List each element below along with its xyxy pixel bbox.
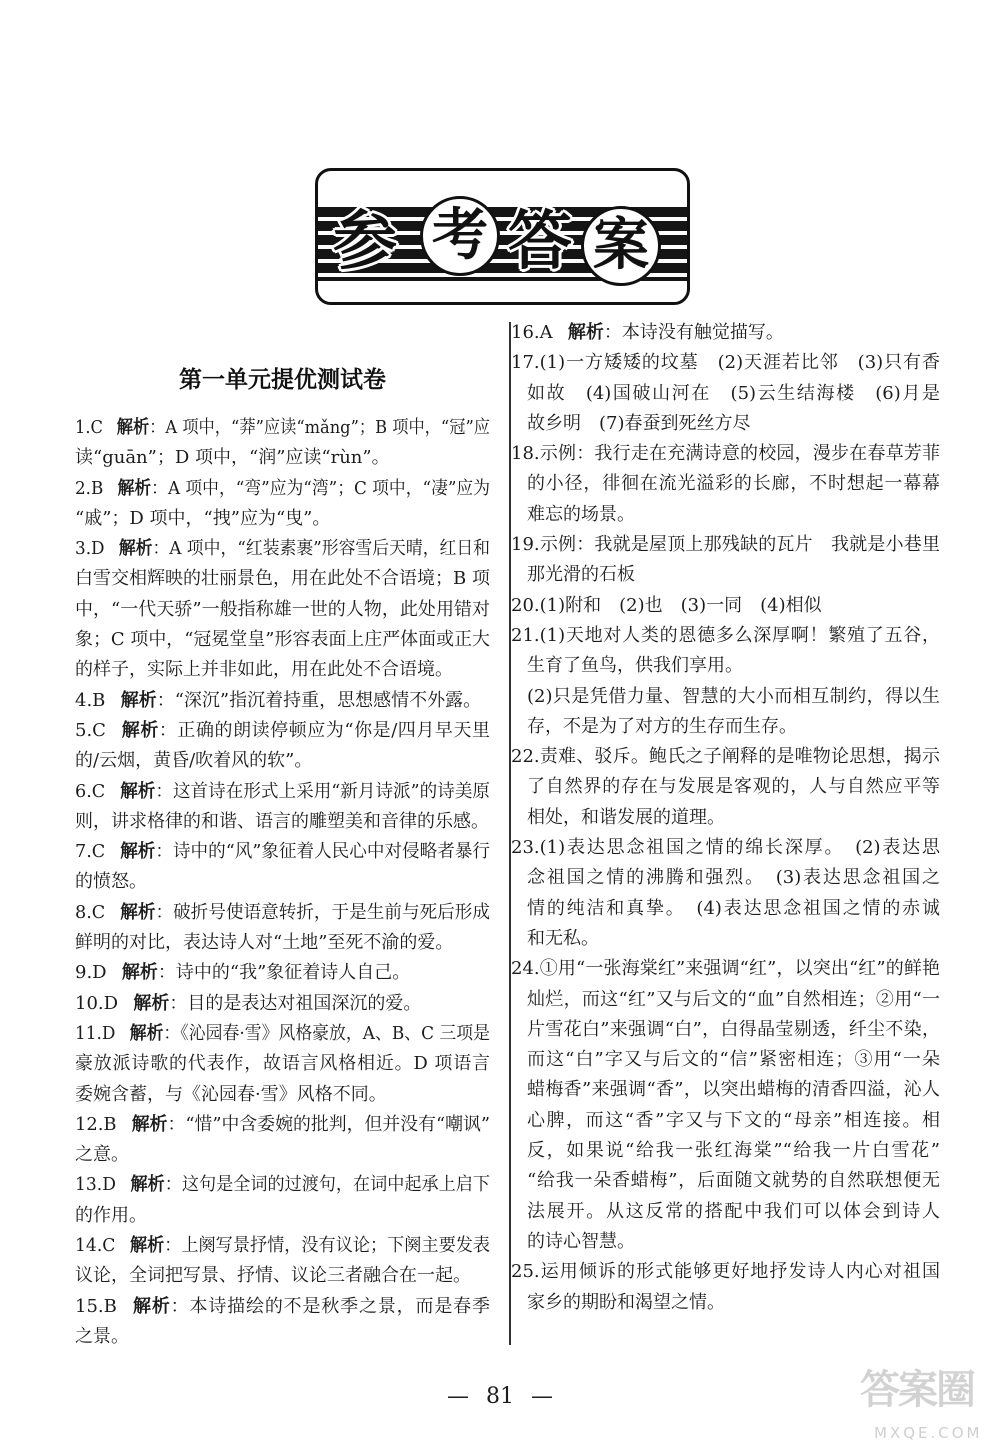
answer-text: 鲜明的对比，表达诗人对“土地”至死不渝的爱。 <box>75 932 454 954</box>
answer-line <box>511 1106 940 1136</box>
answer-text: ：上阕写景抒情，没有议论；下阕主要发表 <box>164 1235 490 1257</box>
answer-number: 6.C <box>75 780 106 802</box>
answer-text: 的愤怒。 <box>75 871 147 893</box>
answer-text: ：“惜”中含委婉的批判，但并没有“嘲讽” <box>167 1113 491 1135</box>
answer-item <box>511 318 940 348</box>
answer-line <box>75 686 490 716</box>
answer-line <box>75 1170 490 1200</box>
analysis-label: 解析 <box>129 1022 164 1044</box>
answer-item <box>511 833 940 954</box>
answer-text: 议论，全词把写景、抒情、议论三者融合在一起。 <box>75 1265 471 1287</box>
answer-line <box>511 924 940 954</box>
answer-line-content <box>511 591 822 621</box>
answer-item <box>75 1110 490 1171</box>
answer-text: 运用倾诉的形式能够更好地抒发诗人内心对祖国 <box>539 1261 940 1283</box>
answer-line-content <box>75 837 490 867</box>
answer-line-content <box>527 1227 635 1257</box>
analysis-label: 解析 <box>120 901 156 923</box>
analysis-label: 解析 <box>121 962 158 984</box>
answer-text: 蜡梅香”来强调“香”，以突出蜡梅的清香四溢，沁人 <box>527 1079 940 1101</box>
analysis-label: 解析 <box>116 417 150 438</box>
answer-line <box>75 504 490 534</box>
answer-line-content <box>75 1140 129 1170</box>
answer-line-content <box>527 1049 940 1070</box>
answer-number: 2.B <box>75 477 104 499</box>
answer-item <box>75 777 490 838</box>
answer-line <box>511 682 940 712</box>
header-banner <box>315 168 690 305</box>
answer-line <box>75 1019 490 1049</box>
left-answer-column <box>75 413 490 1352</box>
answer-line <box>75 1292 490 1322</box>
answer-line-content <box>511 625 940 646</box>
answer-line <box>511 591 940 621</box>
answer-text: 的诗心智慧。 <box>527 1230 635 1252</box>
answer-number: 1.C <box>75 417 103 438</box>
answer-text: ：本诗描绘的不是秋季之景，而是春季 <box>170 1295 491 1317</box>
answer-text: “戚”；D 项中，“拽”应为“曳”。 <box>75 507 331 529</box>
answer-line <box>511 954 940 984</box>
answer-item <box>511 530 940 591</box>
answer-line-content <box>75 413 490 443</box>
watermark-logo: 答案圈 <box>860 1367 974 1413</box>
answer-number: 10.D <box>75 992 119 1014</box>
answer-text: ：“深沉”指沉着持重，思想感情不外露。 <box>156 689 482 711</box>
answer-text: 而这“白”字又与后文的“信”紧密相连；③用“一朵 <box>527 1049 940 1071</box>
answer-number: 13.D <box>75 1174 116 1196</box>
answer-line-content <box>511 958 940 979</box>
answer-line <box>75 837 490 867</box>
answer-line <box>75 1049 490 1079</box>
answer-text: 示例：我行走在充满诗意的校园，漫步在春草芳菲 <box>539 443 940 465</box>
analysis-label: 解析 <box>120 780 156 802</box>
answer-line-content <box>527 1110 940 1131</box>
answer-line <box>511 469 940 499</box>
answer-line <box>511 348 940 378</box>
answer-text: (1)附和 (2)也 (3)一同 (4)相似 <box>539 594 822 616</box>
answer-line <box>75 989 490 1019</box>
section-title: 第一单元提优测试卷 <box>179 367 386 393</box>
answer-item <box>75 958 490 988</box>
answer-line-content <box>75 1080 387 1110</box>
answer-line <box>511 621 940 651</box>
answer-line-content <box>527 803 725 833</box>
answer-line-content <box>75 568 490 589</box>
answer-number: 12.B <box>75 1113 117 1135</box>
answer-line <box>511 1227 940 1257</box>
answer-text: 念祖国之情的沸腾和强烈。 (3)表达思念祖国之 <box>527 867 940 889</box>
answer-line <box>75 807 490 837</box>
answer-text: “给我一朵香蜡梅”，后面随文就势的自然联想便无 <box>527 1170 940 1192</box>
answer-text: ：这句是全词的过渡句，在词中起承上启下 <box>164 1174 490 1196</box>
answer-number: 5.C <box>75 719 106 741</box>
answer-text: ：正确的朗读停顿应为“你是/四月早天里 <box>158 719 490 741</box>
answer-line <box>511 318 940 348</box>
answer-text: 心脾，而这“香”字又与下文的“母亲”相连接。相 <box>527 1109 940 1131</box>
answer-line-content <box>527 651 743 681</box>
analysis-label: 解析 <box>131 1113 168 1135</box>
answer-text: 中，“一代天骄”一般指称雄一世的人物，此处用错对 <box>75 598 490 620</box>
answer-line-content <box>75 746 312 776</box>
answer-line <box>75 655 490 685</box>
answer-text: 难忘的场景。 <box>527 503 635 525</box>
answer-line-content <box>527 924 599 954</box>
answer-line <box>511 409 940 439</box>
answer-line-content <box>527 1019 940 1040</box>
answer-line-content <box>527 409 751 439</box>
answer-line <box>75 1080 490 1110</box>
answer-text: ：破折号使语意转折，于是生前与死后形成 <box>155 901 490 923</box>
header-char: 答 <box>508 205 572 279</box>
answer-number: 24. <box>511 958 540 980</box>
answer-line-content <box>75 958 410 988</box>
answer-line-content <box>527 686 940 707</box>
answer-item <box>75 898 490 959</box>
answer-line <box>511 1136 940 1166</box>
answer-line-content <box>527 776 940 797</box>
header-char-circled: 案 <box>581 206 661 286</box>
answer-text: 生育了鱼鸟，供我们享用。 <box>527 655 743 677</box>
answer-text: ①用“一张海棠红”来强调“红”，以突出“红”的鲜艳 <box>539 958 940 980</box>
answer-line-content <box>511 352 940 373</box>
analysis-label: 解析 <box>130 1174 165 1196</box>
answer-text: 故乡明 (7)春蚕到死丝方尽 <box>527 412 751 434</box>
answer-line-content <box>527 867 940 888</box>
answer-line-content <box>75 504 330 534</box>
answer-item <box>75 1292 490 1353</box>
answer-line-content <box>75 1322 129 1352</box>
page-number: — 81 — <box>447 1384 553 1409</box>
answer-number: 17. <box>511 352 540 374</box>
answer-text: 灿烂，而这“红”又与后文的“血”自然相连；②用“一 <box>527 988 940 1010</box>
answer-line-content <box>527 1288 725 1318</box>
answer-text: 那光滑的石板 <box>527 564 635 586</box>
answer-text: ：本诗没有触觉描写。 <box>603 322 784 343</box>
answer-line-content <box>527 500 635 530</box>
answer-line <box>511 439 940 469</box>
answer-line-content <box>75 625 490 655</box>
answer-text: 象；C 项中，“冠冕堂皇”形容表面上庄严体面或正大 <box>75 629 490 651</box>
answer-line <box>75 625 490 655</box>
answer-line <box>75 413 490 443</box>
header-char: 参 <box>333 205 397 279</box>
answer-line <box>75 1231 490 1261</box>
answer-line <box>511 1045 940 1075</box>
answer-line-content <box>511 1261 940 1282</box>
answer-text: 示例：我就是屋顶上那残缺的瓦片 我就是小巷里 <box>539 534 940 556</box>
answer-text: ：目的是表达对祖国深沉的爱。 <box>169 992 422 1014</box>
analysis-label: 解析 <box>118 538 153 560</box>
analysis-label: 解析 <box>133 992 170 1014</box>
answer-text: ：A 项中，“莽”应读“mǎng”；B 项中，“冠”应 <box>149 417 491 438</box>
answer-line-content <box>75 1261 471 1291</box>
answer-item <box>75 474 490 535</box>
answer-line-content <box>75 1170 490 1200</box>
answer-line <box>511 1197 940 1227</box>
answer-line-content <box>75 686 481 716</box>
answer-number: 4.B <box>75 689 106 711</box>
answer-line <box>511 560 940 590</box>
answer-text: 白雪交相辉映的壮丽景色，用在此处不合语境；B 项 <box>75 568 490 590</box>
answer-number: 3.D <box>75 538 105 560</box>
answer-number: 16.A <box>511 322 553 343</box>
answer-text: 的小径，徘徊在流光溢彩的长廊，不时想起一幕幕 <box>527 473 940 495</box>
answer-line <box>75 958 490 988</box>
answer-text: 的/云烟，黄昏/吹着风的软”。 <box>75 750 313 772</box>
answer-line <box>511 712 940 742</box>
answer-text: (1)表达思念祖国之情的绵长深厚。 (2)表达思 <box>539 837 940 859</box>
answer-text: (1)天地对人类的恩德多么深厚啊！繁殖了五谷， <box>539 624 940 646</box>
answer-line-content <box>75 898 490 928</box>
answer-text: 片雪花白”来强调“白”，白得晶莹剔透，纤尘不染， <box>527 1018 940 1040</box>
answer-line <box>75 928 490 958</box>
answer-line-content <box>75 989 421 1019</box>
answer-line <box>75 777 490 807</box>
answer-line <box>75 564 490 594</box>
answer-text: 责难、驳斥。鲍氏之子阐释的是唯物论思想，揭示 <box>539 746 940 768</box>
answer-line <box>511 1075 940 1105</box>
answer-number: 14.C <box>75 1235 116 1257</box>
answer-text: (1)一方矮矮的坟墓 (2)天涯若比邻 (3)只有香 <box>539 352 940 374</box>
answer-line <box>75 716 490 746</box>
analysis-label: 解析 <box>120 689 157 711</box>
analysis-label: 解析 <box>132 1295 171 1317</box>
answer-number: 25. <box>511 1261 540 1283</box>
answer-line <box>511 1257 940 1287</box>
answer-item <box>511 621 940 742</box>
answer-line-content <box>527 989 940 1010</box>
answer-line-content <box>527 1201 940 1222</box>
answer-number: 21. <box>511 624 540 646</box>
header-char-circled: 考 <box>420 196 500 276</box>
answer-item <box>511 1257 940 1318</box>
answer-item <box>511 742 940 833</box>
answer-line-content <box>75 1110 490 1140</box>
answer-line-content <box>527 473 940 494</box>
answer-line <box>511 894 940 924</box>
answer-text: ：A 项中，“弯”应为“湾”；C 项中，“凄”应为 <box>151 477 490 499</box>
answer-item <box>75 989 490 1019</box>
answer-line-content <box>75 720 490 741</box>
answer-number: 11.D <box>75 1022 116 1044</box>
answer-line-content <box>75 1296 490 1317</box>
analysis-label: 解析 <box>129 1235 165 1257</box>
analysis-label: 解析 <box>117 477 152 499</box>
answer-text: (2)只是凭借力量、智慧的大小而相互制约，得以生 <box>527 685 940 707</box>
answer-item <box>75 686 490 716</box>
answer-line-content <box>527 560 635 590</box>
answer-number: 18. <box>511 443 540 465</box>
answer-text: ：这首诗在形式上采用“新月诗派”的诗美原 <box>155 780 491 802</box>
answer-line-content <box>75 777 490 807</box>
answer-line-content <box>511 837 940 858</box>
answer-line <box>75 867 490 897</box>
analysis-label: 解析 <box>567 322 604 343</box>
answer-text: ：诗中的“风”象征着人民心中对侵略者暴行 <box>155 841 491 863</box>
answer-line-content <box>527 1079 940 1100</box>
answer-line <box>511 651 940 681</box>
answer-line <box>511 985 940 1015</box>
answer-line <box>511 1015 940 1045</box>
answer-line-content <box>527 383 940 404</box>
answer-line-content <box>75 474 490 504</box>
answer-text: 豪放派诗歌的代表作，故语言风格相近。D 项语言 <box>75 1053 490 1075</box>
answer-number: 15.B <box>75 1295 117 1317</box>
analysis-label: 解析 <box>120 841 156 863</box>
answer-line-content <box>75 807 489 837</box>
right-answer-column <box>511 318 940 1318</box>
answer-line <box>75 474 490 504</box>
answer-number: 22. <box>511 746 540 768</box>
answer-item <box>75 1231 490 1292</box>
answer-line-content <box>511 443 940 464</box>
answer-text: 如故 (4)国破山河在 (5)云生结海楼 (6)月是 <box>527 382 940 404</box>
answer-line-content <box>75 599 490 620</box>
answer-line <box>75 898 490 928</box>
answer-line-content <box>75 1201 147 1231</box>
answer-number: 23. <box>511 837 540 859</box>
answer-line-content <box>527 898 940 919</box>
answer-line <box>75 1201 490 1231</box>
answer-item <box>75 1170 490 1231</box>
answer-text: 的作用。 <box>75 1204 147 1226</box>
answer-line-content <box>511 534 940 555</box>
answer-text: 委婉含蓄，与《沁园春·雪》风格不同。 <box>75 1083 387 1105</box>
answer-item <box>75 534 490 685</box>
answer-text: 家乡的期盼和渴望之情。 <box>527 1291 725 1313</box>
answer-line-content <box>527 712 797 742</box>
answer-line <box>511 379 940 409</box>
answer-number: 20. <box>511 594 540 616</box>
answer-line <box>511 1166 940 1196</box>
answer-number: 19. <box>511 534 540 556</box>
answer-line-content <box>511 318 784 348</box>
answer-number: 9.D <box>75 962 107 984</box>
answer-text: ：《沁园春·雪》风格豪放，A、B、C 三项是 <box>163 1022 490 1044</box>
watermark-site: MXQE.COM <box>874 1424 983 1442</box>
answer-item <box>511 348 940 439</box>
answer-line-content <box>75 867 147 897</box>
answer-line <box>511 863 940 893</box>
answer-item <box>511 954 940 1257</box>
answer-text: 之景。 <box>75 1325 129 1347</box>
answer-item <box>511 439 940 530</box>
answer-line-content <box>75 655 453 685</box>
answer-line <box>511 803 940 833</box>
analysis-label: 解析 <box>121 719 159 741</box>
answer-line-content <box>75 1053 490 1074</box>
answer-text: 情的纯洁和真挚。 (4)表达思念祖国之情的赤诚 <box>527 897 940 919</box>
answer-text: 反，如果说“给我一张红海棠”“给我一片白雪花” <box>527 1140 940 1162</box>
answer-line-content <box>75 928 453 958</box>
answer-text: 和无私。 <box>527 927 599 949</box>
answer-text: ：A 项中，“红装素裹”形容雪后天晴，红日和 <box>152 538 490 560</box>
answer-line-content <box>527 1170 940 1191</box>
answer-line <box>511 833 940 863</box>
answer-number: 7.C <box>75 841 106 863</box>
answer-text: 法展开。从这反常的搭配中我们可以体会到诗人 <box>527 1200 940 1222</box>
answer-line <box>75 443 490 473</box>
answer-line-content <box>75 443 390 473</box>
answer-text: 读“guān”；D 项中，“润”应读“rùn”。 <box>75 447 390 469</box>
answer-item <box>75 413 490 474</box>
answer-line <box>511 772 940 802</box>
answer-number: 8.C <box>75 901 106 923</box>
answer-line-content <box>75 534 490 564</box>
answer-line <box>75 1322 490 1352</box>
answer-item <box>511 591 940 621</box>
answer-line-content <box>527 1140 940 1161</box>
answer-line-content <box>511 746 940 767</box>
answer-line <box>75 595 490 625</box>
answer-text: 的样子，实际上并非如此，用在此处不合语境。 <box>75 659 453 681</box>
answer-line <box>511 500 940 530</box>
answer-line <box>75 534 490 564</box>
answer-line-content <box>75 1231 490 1261</box>
answer-text: 相处，和谐发展的道理。 <box>527 806 725 828</box>
answer-text: 之意。 <box>75 1144 129 1166</box>
answer-line <box>511 742 940 772</box>
answer-line <box>75 1140 490 1170</box>
answer-text: 了自然界的存在与发展是客观的，人与自然应平等 <box>527 776 940 798</box>
answer-line <box>75 1261 490 1291</box>
answer-text: 则，讲求格律的和谐、语言的雕塑美和音律的乐感。 <box>75 810 489 832</box>
answer-item <box>75 1019 490 1110</box>
answer-item <box>75 837 490 898</box>
answer-line-content <box>75 1019 490 1049</box>
answer-text: 存，不是为了对方的生存而生存。 <box>527 715 797 737</box>
answer-item <box>75 716 490 777</box>
answer-line <box>75 746 490 776</box>
answer-line <box>511 1288 940 1318</box>
answer-line <box>511 530 940 560</box>
answer-text: ：诗中的“我”象征着诗人自己。 <box>157 962 411 984</box>
answer-line <box>75 1110 490 1140</box>
